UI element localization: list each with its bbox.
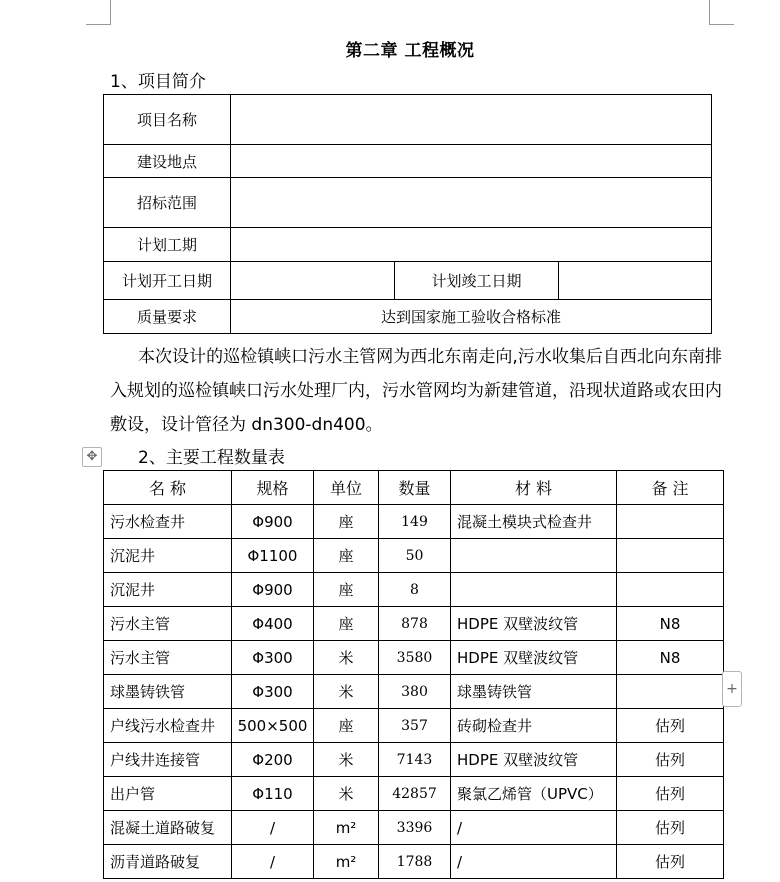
project-name-label: 项目名称 bbox=[104, 95, 231, 145]
table-row bbox=[104, 709, 724, 743]
cell-spec[interactable]: / bbox=[232, 845, 314, 879]
header-spec: 规格 bbox=[232, 471, 314, 505]
cell-name[interactable]: 沉泥井 bbox=[104, 539, 232, 573]
cell-quantity[interactable]: 878 bbox=[379, 607, 451, 641]
cell-spec[interactable]: Φ300 bbox=[232, 675, 314, 709]
schedule-label: 计划工期 bbox=[104, 228, 231, 262]
cell-material[interactable]: / bbox=[451, 811, 617, 845]
end-date-label: 计划竣工日期 bbox=[395, 262, 559, 300]
cell-remark[interactable]: N8 bbox=[617, 607, 724, 641]
table-row bbox=[104, 811, 724, 845]
cell-name[interactable]: 球墨铸铁管 bbox=[104, 675, 232, 709]
cell-material[interactable]: / bbox=[451, 845, 617, 879]
header-unit: 单位 bbox=[314, 471, 379, 505]
cell-remark[interactable]: N8 bbox=[617, 641, 724, 675]
start-date-value[interactable] bbox=[231, 262, 395, 300]
schedule-value[interactable] bbox=[231, 228, 712, 262]
quantity-table bbox=[103, 470, 724, 879]
cell-spec[interactable]: Φ400 bbox=[232, 607, 314, 641]
cell-quantity[interactable]: 50 bbox=[379, 539, 451, 573]
cell-name[interactable]: 沥青道路破复 bbox=[104, 845, 232, 879]
cell-name[interactable]: 沉泥井 bbox=[104, 573, 232, 607]
table-row bbox=[104, 743, 724, 777]
cell-material[interactable]: 聚氯乙烯管（UPVC） bbox=[451, 777, 617, 811]
cell-unit[interactable]: 米 bbox=[314, 743, 379, 777]
cell-unit[interactable]: 米 bbox=[314, 777, 379, 811]
quality-value[interactable]: 达到国家施工验收合格标准 bbox=[231, 300, 712, 334]
cell-material[interactable]: 混凝土模块式检查井 bbox=[451, 505, 617, 539]
page-corner-top-right bbox=[709, 0, 734, 25]
cell-remark[interactable]: 估列 bbox=[617, 811, 724, 845]
cell-unit[interactable]: 米 bbox=[314, 675, 379, 709]
cell-remark[interactable] bbox=[617, 505, 724, 539]
table-row bbox=[104, 641, 724, 675]
cell-unit[interactable]: 座 bbox=[314, 539, 379, 573]
cell-quantity[interactable]: 357 bbox=[379, 709, 451, 743]
page-corner-top-left bbox=[86, 0, 111, 25]
cell-spec[interactable]: Φ1100 bbox=[232, 539, 314, 573]
cell-material[interactable]: HDPE 双壁波纹管 bbox=[451, 743, 617, 777]
cell-unit[interactable]: m² bbox=[314, 811, 379, 845]
cell-name[interactable]: 污水主管 bbox=[104, 641, 232, 675]
quality-label: 质量要求 bbox=[104, 300, 231, 334]
table-row bbox=[104, 845, 724, 879]
cell-material[interactable]: HDPE 双壁波纹管 bbox=[451, 641, 617, 675]
location-value[interactable] bbox=[231, 145, 712, 178]
cell-material[interactable]: 砖砌检查井 bbox=[451, 709, 617, 743]
header-quantity: 数量 bbox=[379, 471, 451, 505]
cell-quantity[interactable]: 149 bbox=[379, 505, 451, 539]
chapter-title: 第二章 工程概况 bbox=[345, 41, 475, 61]
table-row bbox=[104, 539, 724, 573]
table-row bbox=[104, 675, 724, 709]
cell-name[interactable]: 户线污水检查井 bbox=[104, 709, 232, 743]
table-row bbox=[104, 607, 724, 641]
project-name-value[interactable] bbox=[231, 95, 712, 145]
cell-unit[interactable]: m² bbox=[314, 845, 379, 879]
cell-name[interactable]: 出户管 bbox=[104, 777, 232, 811]
section-heading-quantity-table: 2、主要工程数量表 bbox=[138, 448, 285, 468]
quantity-table-body bbox=[104, 471, 724, 879]
section-heading-project-intro: 1、项目简介 bbox=[110, 72, 206, 92]
cell-name[interactable]: 污水检查井 bbox=[104, 505, 232, 539]
table-row bbox=[104, 777, 724, 811]
cell-quantity[interactable]: 3580 bbox=[379, 641, 451, 675]
cell-quantity[interactable]: 380 bbox=[379, 675, 451, 709]
scope-value[interactable] bbox=[231, 178, 712, 228]
cell-name[interactable]: 户线井连接管 bbox=[104, 743, 232, 777]
cell-unit[interactable]: 米 bbox=[314, 641, 379, 675]
cell-quantity[interactable]: 1788 bbox=[379, 845, 451, 879]
quantity-table-header-row bbox=[104, 471, 724, 505]
cell-remark[interactable] bbox=[617, 675, 724, 709]
cell-quantity[interactable]: 8 bbox=[379, 573, 451, 607]
cell-remark[interactable] bbox=[617, 539, 724, 573]
cell-remark[interactable]: 估列 bbox=[617, 743, 724, 777]
cell-unit[interactable]: 座 bbox=[314, 505, 379, 539]
end-date-value[interactable] bbox=[559, 262, 712, 300]
header-material: 材 料 bbox=[451, 471, 617, 505]
cell-quantity[interactable]: 7143 bbox=[379, 743, 451, 777]
cell-spec[interactable]: Φ900 bbox=[232, 505, 314, 539]
start-date-label: 计划开工日期 bbox=[104, 262, 231, 300]
cell-remark[interactable] bbox=[617, 573, 724, 607]
move-icon[interactable]: ✥ bbox=[82, 447, 102, 467]
cell-material[interactable]: HDPE 双壁波纹管 bbox=[451, 607, 617, 641]
table-row bbox=[104, 505, 724, 539]
cell-spec[interactable]: / bbox=[232, 811, 314, 845]
cell-remark[interactable]: 估列 bbox=[617, 777, 724, 811]
cell-spec[interactable]: Φ110 bbox=[232, 777, 314, 811]
cell-quantity[interactable]: 42857 bbox=[379, 777, 451, 811]
cell-name[interactable]: 混凝土道路破复 bbox=[104, 811, 232, 845]
cell-unit[interactable]: 座 bbox=[314, 573, 379, 607]
header-remark: 备 注 bbox=[617, 471, 724, 505]
project-info-table bbox=[103, 94, 712, 334]
cell-spec[interactable]: Φ300 bbox=[232, 641, 314, 675]
cell-unit[interactable]: 座 bbox=[314, 607, 379, 641]
cell-spec[interactable]: 500×500 bbox=[232, 709, 314, 743]
cell-unit[interactable]: 座 bbox=[314, 709, 379, 743]
cell-name[interactable]: 污水主管 bbox=[104, 607, 232, 641]
cell-remark[interactable]: 估列 bbox=[617, 845, 724, 879]
project-description-paragraph: 本次设计的巡检镇峡口污水主管网为西北东南走向,污水收集后自西北向东南排入规划的巡检镇峡口污水处理厂内，污水管网均为新建管道，沿现状道路或农田内敷设，设计管径为 dn300-dn400。 bbox=[110, 347, 722, 435]
cell-material[interactable] bbox=[451, 539, 617, 573]
cell-spec[interactable]: Φ900 bbox=[232, 573, 314, 607]
header-name: 名 称 bbox=[104, 471, 232, 505]
location-label: 建设地点 bbox=[104, 145, 231, 178]
cell-material[interactable] bbox=[451, 573, 617, 607]
cell-quantity[interactable]: 3396 bbox=[379, 811, 451, 845]
cell-spec[interactable]: Φ200 bbox=[232, 743, 314, 777]
scope-label: 招标范围 bbox=[104, 178, 231, 228]
cell-material[interactable]: 球墨铸铁管 bbox=[451, 675, 617, 709]
table-row bbox=[104, 573, 724, 607]
plus-icon[interactable]: + bbox=[722, 671, 742, 707]
cell-remark[interactable]: 估列 bbox=[617, 709, 724, 743]
